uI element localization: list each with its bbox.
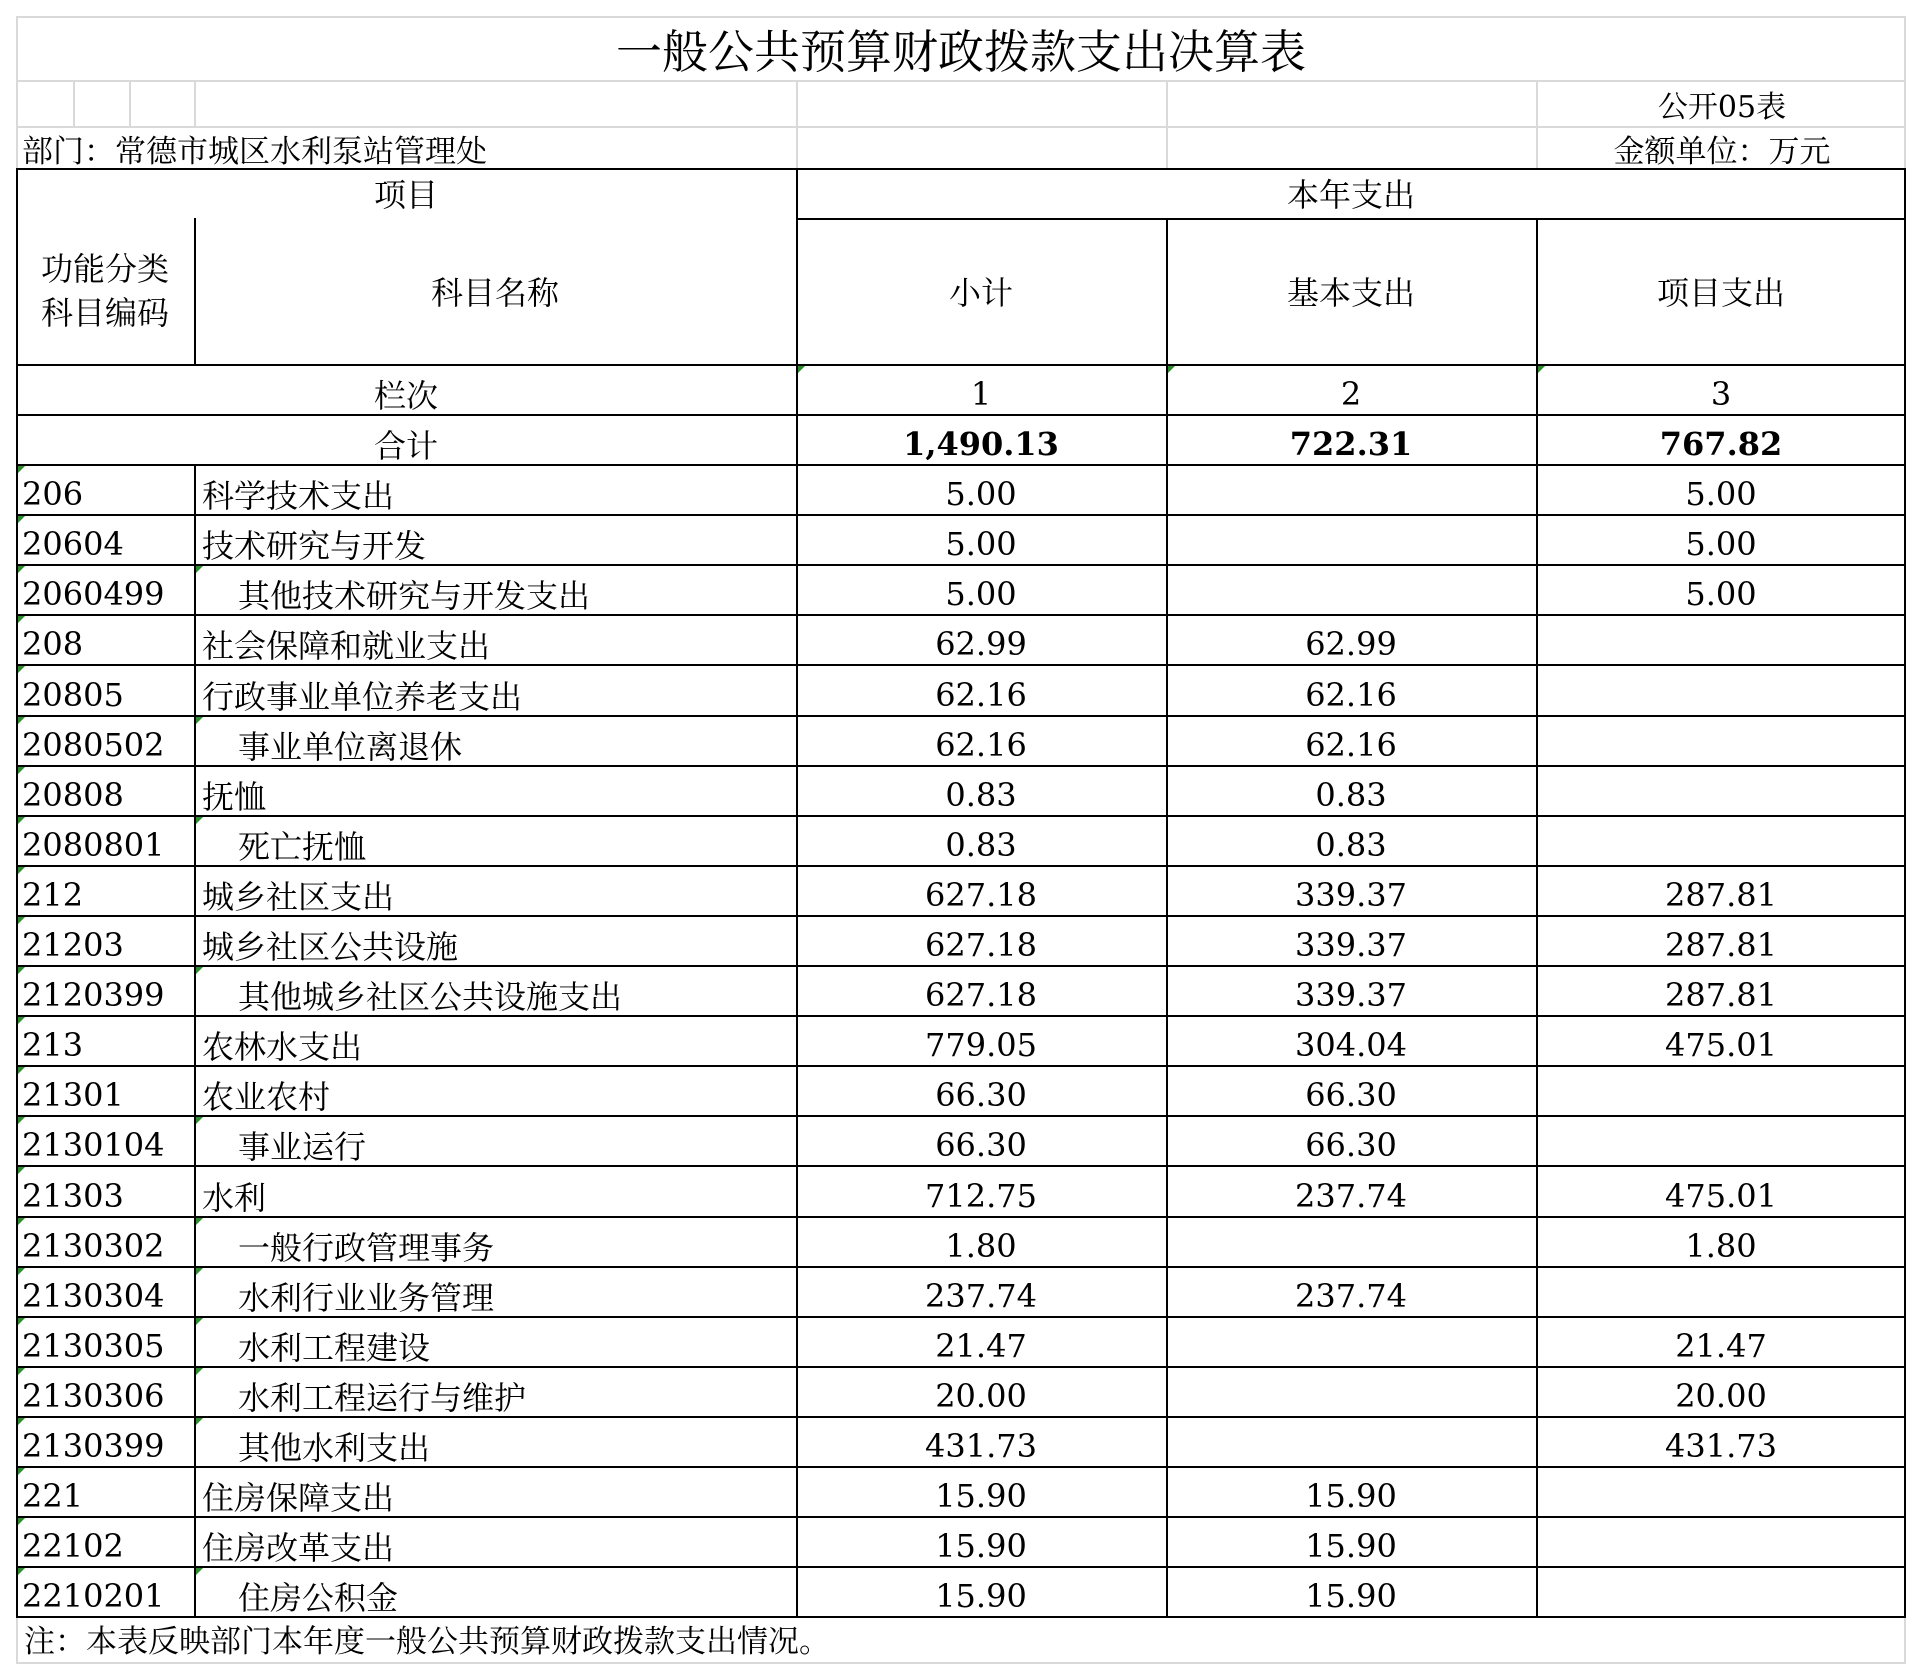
row-project: [1536, 1065, 1906, 1115]
text-number-indicator: [196, 1218, 203, 1225]
text-number-indicator: [18, 566, 25, 573]
row-name: 社会保障和就业支出: [202, 627, 491, 664]
row-name: 城乡社区支出: [202, 878, 395, 915]
gridline: [1166, 80, 1168, 168]
text-number-indicator: [18, 717, 25, 724]
table-border: [16, 765, 1906, 767]
header-func-code-line2: 科目编码: [40, 294, 169, 332]
row-basic: [1166, 464, 1536, 514]
text-number-indicator: [18, 1368, 25, 1375]
text-number-indicator: [18, 1218, 25, 1225]
table-border: [16, 1366, 1906, 1368]
column-number-label: 栏次: [373, 377, 438, 414]
row-code: 2210201: [22, 1577, 165, 1615]
row-basic: 339.37: [1295, 876, 1407, 914]
row-project: [1536, 1516, 1906, 1566]
page-title: 一般公共预算财政拨款支出决算表: [616, 25, 1306, 79]
table-border: [16, 1466, 1906, 1468]
row-code: 20808: [22, 776, 124, 814]
unit-label: 金额单位：万元: [1613, 133, 1831, 168]
text-number-indicator: [196, 1117, 203, 1124]
row-code: 21301: [22, 1076, 124, 1114]
gridline: [16, 1662, 1906, 1664]
row-subtotal: 237.74: [925, 1277, 1037, 1315]
table-border: [16, 564, 1906, 566]
row-code: 2130104: [22, 1126, 165, 1164]
row-basic: 15.90: [1305, 1477, 1397, 1515]
row-code: 2130305: [22, 1327, 165, 1365]
text-number-indicator: [18, 1117, 25, 1124]
row-name: 抚恤: [202, 778, 267, 815]
row-subtotal: 779.05: [925, 1026, 1037, 1064]
text-number-indicator: [18, 967, 25, 974]
table-border: [16, 865, 1906, 867]
table-border: [16, 1065, 1906, 1067]
row-project: 287.81: [1665, 876, 1777, 914]
text-number-indicator: [18, 666, 25, 673]
row-code: 2060499: [22, 575, 165, 613]
row-basic: 15.90: [1305, 1577, 1397, 1615]
table-border: [16, 664, 1906, 666]
row-project: [1536, 1115, 1906, 1165]
header-current-year: 本年支出: [1286, 176, 1415, 214]
text-number-indicator: [18, 817, 25, 824]
row-project: 5.00: [1685, 575, 1757, 613]
row-project: [1536, 715, 1906, 765]
row-code: 2080502: [22, 726, 165, 764]
text-number-indicator: [196, 967, 203, 974]
table-border: [16, 915, 1906, 917]
row-name: 城乡社区公共设施: [202, 928, 459, 965]
table-border: [194, 218, 196, 364]
row-subtotal: 15.90: [935, 1527, 1027, 1565]
row-basic: 237.74: [1295, 1277, 1407, 1315]
table-note: 注：本表反映部门本年度一般公共预算财政拨款支出情况。: [24, 1623, 830, 1660]
row-subtotal: 20.00: [935, 1377, 1027, 1415]
table-border: [1904, 168, 1906, 1618]
table-border: [16, 815, 1906, 817]
gridline: [73, 80, 75, 126]
header-subtotal: 小计: [948, 274, 1013, 312]
table-border: [1536, 218, 1538, 1616]
row-name: 水利行业业务管理: [238, 1279, 495, 1316]
row-code: 2130306: [22, 1377, 165, 1415]
table-border: [1166, 218, 1168, 1616]
row-subtotal: 431.73: [925, 1427, 1037, 1465]
row-basic: [1166, 1316, 1536, 1366]
row-name: 住房保障支出: [202, 1479, 395, 1516]
table-border: [16, 1216, 1906, 1218]
row-code: 20805: [22, 675, 124, 714]
row-code: 2120399: [22, 976, 165, 1014]
text-number-indicator: [196, 1368, 203, 1375]
row-basic: 66.30: [1305, 1076, 1397, 1114]
row-project: 20.00: [1675, 1377, 1767, 1415]
row-project: 287.81: [1665, 926, 1777, 964]
row-subtotal: 0.83: [945, 826, 1017, 864]
row-basic: 0.83: [1315, 826, 1387, 864]
row-subtotal: 5.00: [945, 475, 1017, 513]
row-project: [1536, 815, 1906, 865]
text-number-indicator: [196, 1568, 203, 1575]
table-border: [16, 1566, 1906, 1568]
row-subtotal: 627.18: [925, 976, 1037, 1014]
column-number: 2: [1340, 375, 1362, 413]
table-border: [16, 1516, 1906, 1518]
gridline: [796, 80, 798, 168]
row-name: 水利工程运行与维护: [238, 1379, 527, 1416]
text-number-indicator: [196, 817, 203, 824]
row-code: 221: [22, 1477, 84, 1515]
table-border: [16, 1115, 1906, 1117]
gridline: [1904, 1614, 1906, 1662]
total-project: 767.82: [1659, 425, 1783, 463]
row-subtotal: 1.80: [945, 1227, 1017, 1265]
text-number-indicator: [18, 1167, 25, 1174]
row-code: 20604: [22, 525, 124, 563]
row-code: 22102: [22, 1527, 124, 1565]
table-border: [796, 218, 1906, 220]
header-basic: 基本支出: [1286, 274, 1415, 312]
text-number-indicator: [1538, 366, 1545, 373]
header-func-code: [16, 218, 194, 364]
text-number-indicator: [18, 1568, 25, 1575]
row-name: 一般行政管理事务: [238, 1229, 495, 1266]
row-name: 农业农村: [202, 1078, 331, 1115]
row-subtotal: 66.30: [935, 1076, 1027, 1114]
row-basic: 62.99: [1305, 625, 1397, 663]
text-number-indicator: [18, 1418, 25, 1425]
row-basic: 237.74: [1295, 1176, 1407, 1215]
row-name: 行政事业单位养老支出: [202, 677, 523, 715]
text-number-indicator: [196, 566, 203, 573]
table-border: [16, 614, 1906, 616]
row-basic: [1166, 564, 1536, 614]
column-number: 1: [970, 375, 992, 413]
table-border: [16, 1316, 1906, 1318]
total-label: 合计: [373, 427, 438, 464]
row-project: [1536, 1266, 1906, 1316]
header-item: 项目: [373, 176, 438, 214]
table-border: [16, 514, 1906, 516]
row-basic: 62.16: [1305, 675, 1397, 714]
row-subtotal: 62.99: [935, 625, 1027, 663]
table-border: [16, 1266, 1906, 1268]
row-project: 287.81: [1665, 976, 1777, 1014]
row-subtotal: 627.18: [925, 876, 1037, 914]
row-project: 5.00: [1685, 475, 1757, 513]
text-number-indicator: [18, 917, 25, 924]
table-number: 公开05表: [1657, 90, 1787, 125]
row-name: 其他城乡社区公共设施支出: [238, 978, 623, 1015]
row-code: 21303: [22, 1176, 124, 1215]
row-subtotal: 627.18: [925, 926, 1037, 964]
row-name: 事业运行: [238, 1128, 367, 1165]
row-basic: 339.37: [1295, 976, 1407, 1014]
total-basic: 722.31: [1289, 425, 1413, 463]
text-number-indicator: [18, 1468, 25, 1475]
row-basic: [1166, 1216, 1536, 1266]
row-basic: [1166, 514, 1536, 564]
row-project: [1536, 614, 1906, 664]
table-border: [16, 1416, 1906, 1418]
table-border: [796, 168, 798, 1616]
text-number-indicator: [18, 1268, 25, 1275]
row-subtotal: 62.16: [935, 675, 1027, 714]
row-subtotal: 5.00: [945, 575, 1017, 613]
row-code: 206: [22, 475, 84, 513]
text-number-indicator: [798, 366, 805, 373]
text-number-indicator: [18, 867, 25, 874]
row-basic: 15.90: [1305, 1527, 1397, 1565]
table-border: [16, 715, 1906, 717]
text-number-indicator: [18, 1017, 25, 1024]
row-subtotal: 712.75: [925, 1176, 1037, 1215]
row-subtotal: 15.90: [935, 1577, 1027, 1615]
row-project: [1536, 1566, 1906, 1616]
text-number-indicator: [18, 1318, 25, 1325]
row-name: 死亡抚恤: [238, 828, 367, 865]
table-border: [16, 464, 1906, 466]
row-subtotal: 15.90: [935, 1477, 1027, 1515]
row-basic: [1166, 1416, 1536, 1466]
text-number-indicator: [18, 516, 25, 523]
row-project: 1.80: [1685, 1227, 1757, 1265]
row-name: 水利工程建设: [238, 1329, 431, 1366]
text-number-indicator: [18, 1518, 25, 1525]
row-subtotal: 21.47: [935, 1327, 1027, 1365]
row-subtotal: 66.30: [935, 1126, 1027, 1164]
header-subject-name: 科目名称: [430, 274, 559, 312]
table-border: [194, 464, 196, 1616]
text-number-indicator: [196, 1268, 203, 1275]
row-project: 21.47: [1675, 1327, 1767, 1365]
row-name: 水利: [202, 1178, 267, 1216]
row-project: [1536, 1466, 1906, 1516]
row-code: 213: [22, 1026, 84, 1064]
table-border: [16, 1165, 1906, 1167]
table-border: [16, 364, 1906, 366]
row-code: 2080801: [22, 826, 165, 864]
column-number: 3: [1710, 375, 1732, 413]
header-project: 项目支出: [1656, 274, 1785, 312]
row-code: 208: [22, 625, 84, 663]
text-number-indicator: [18, 466, 25, 473]
row-code: 212: [22, 876, 84, 914]
department-label: 部门：常德市城区水利泵站管理处: [22, 133, 487, 168]
row-subtotal: 0.83: [945, 776, 1017, 814]
text-number-indicator: [18, 1067, 25, 1074]
table-border: [16, 1015, 1906, 1017]
row-project: [1536, 664, 1906, 715]
row-name: 其他水利支出: [238, 1429, 431, 1466]
row-code: 2130302: [22, 1227, 165, 1265]
row-basic: 339.37: [1295, 926, 1407, 964]
row-basic: 66.30: [1305, 1126, 1397, 1164]
row-subtotal: 62.16: [935, 726, 1027, 764]
table-border: [16, 965, 1906, 967]
row-project: [1536, 765, 1906, 815]
row-name: 住房公积金: [238, 1579, 399, 1616]
gridline: [194, 80, 196, 126]
row-basic: 62.16: [1305, 726, 1397, 764]
text-number-indicator: [18, 767, 25, 774]
text-number-indicator: [196, 1418, 203, 1425]
text-number-indicator: [196, 717, 203, 724]
row-name: 其他技术研究与开发支出: [238, 577, 591, 614]
row-basic: [1166, 1366, 1536, 1416]
row-code: 2130399: [22, 1427, 165, 1465]
row-name: 技术研究与开发: [202, 527, 427, 564]
row-code: 21203: [22, 926, 124, 964]
row-name: 住房改革支出: [202, 1529, 395, 1566]
row-project: 475.01: [1665, 1026, 1777, 1064]
header-func-code-line1: 功能分类: [40, 250, 169, 288]
row-basic: 0.83: [1315, 776, 1387, 814]
row-name: 科学技术支出: [202, 477, 395, 514]
row-project: 431.73: [1665, 1427, 1777, 1465]
table-border: [16, 168, 1906, 170]
row-project: 475.01: [1665, 1176, 1777, 1215]
gridline: [129, 80, 131, 126]
text-number-indicator: [1168, 366, 1175, 373]
row-name: 农林水支出: [202, 1028, 363, 1065]
row-project: 5.00: [1685, 525, 1757, 563]
row-basic: 304.04: [1295, 1026, 1407, 1064]
row-code: 2130304: [22, 1277, 165, 1315]
total-subtotal: 1,490.13: [903, 425, 1059, 463]
row-subtotal: 5.00: [945, 525, 1017, 563]
row-name: 事业单位离退休: [238, 728, 463, 765]
text-number-indicator: [196, 1318, 203, 1325]
table-border: [16, 414, 1906, 416]
text-number-indicator: [18, 616, 25, 623]
table-border: [16, 168, 18, 1618]
